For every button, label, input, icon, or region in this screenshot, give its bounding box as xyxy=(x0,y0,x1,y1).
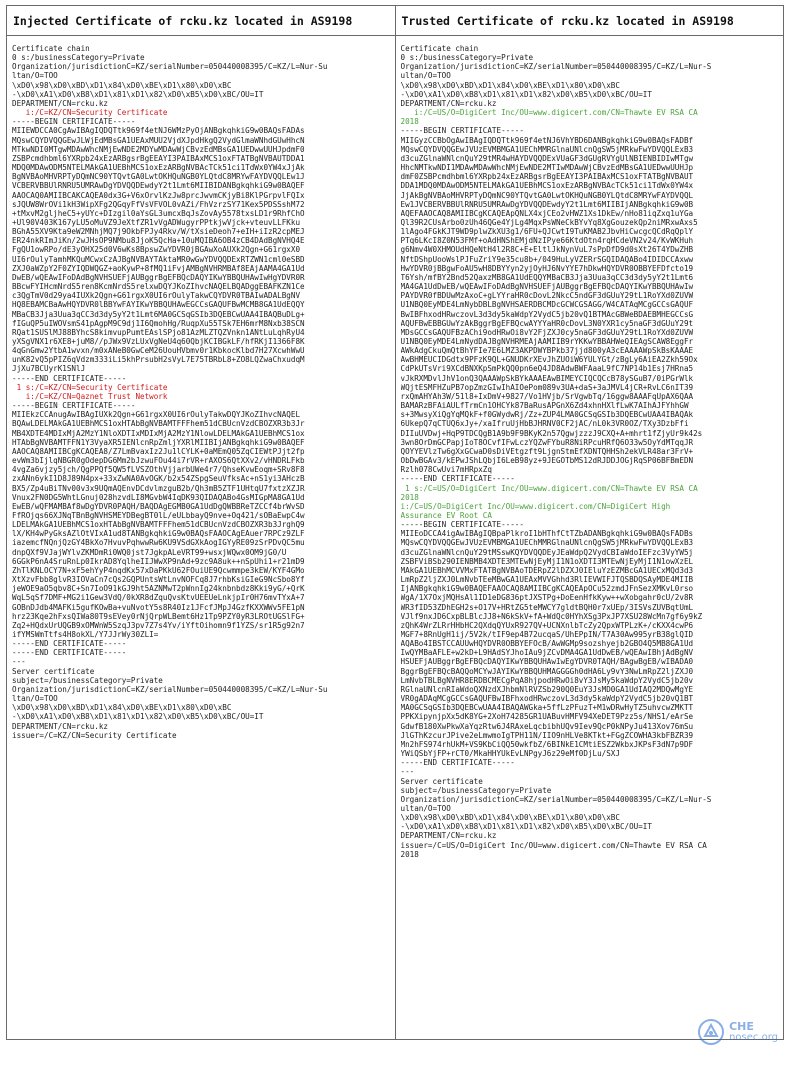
right-column-title: Trusted Certificate of rcku.kz located in AS9198 xyxy=(396,6,784,36)
right-text-line: ObDwBGAv3/kEPwJShLQbjI6LeB98yz+9JEGOTbMS12dRJDDJOGjRqSP06BFBmEDN xyxy=(400,456,694,466)
left-text-line: 4qGnGmw2YtbA1wvxn/m0xANeB0GwCeM26UouHVbmv0r1KbkocKlbd7H27XcwhWwU xyxy=(12,346,305,356)
right-text-line: \xD0\x98\xD0\xBD\xD1\x84\xD0\xBE\xD1\x80\xD0\xBC xyxy=(400,80,620,90)
left-text-line: Organization/jurisdictionC=KZ/serialNumber=050440008395/C=KZ/L=Nur-Su xyxy=(12,62,328,72)
watermark-subtitle: nosec.org xyxy=(729,1032,778,1043)
left-text-line: ifYMSWmTtfs4H8okXL/Y7JJrWy30ZLI= xyxy=(12,630,159,639)
right-column xyxy=(395,6,784,1039)
right-text-line: NftDShpUooWslPJFuZriY9e35cu8b+/049HuLyVZERrSGQIDAQABo4IDIDCCAxww xyxy=(400,254,694,264)
right-certificate-text xyxy=(396,36,784,1039)
left-text-line: FfROjqs66XJNqTBnBgNVHSMEYDBegBT0lL/eULbbayQ9nve+Oq421/sOBaEwpC4w xyxy=(12,510,305,520)
right-text-line: U1NBQ0EyMDE4LmNydDAJBgNVHRMEAjAAMIIB9rYKKwYBBAHWeQIEAgSCAW8EggFr xyxy=(400,337,694,346)
left-text-line: BX5/Zp4uBiTNv00v3x9UQmAQEnvDCdvlmzguB2b/Qh3mB5ZTF1UHtqU7fxtzXZJR xyxy=(12,483,305,493)
right-text-line: MA0GCSqGSIb3DQEBCwUAA4IBAQAWGka+5ffLzPFuzT+M1wDRwHyTZ5uhvcwZMKTT xyxy=(400,703,694,713)
right-text-line: \xD0\x98\xD0\xBD\xD1\x84\xD0\xBE\xD1\x80\xD0\xBC xyxy=(400,813,620,823)
left-text-line: ltan/O=TOO xyxy=(12,71,58,81)
left-text-line: yXSgVNX1r6XE8+juM8//pJWx9VzLUxVgNeU4q60QbjKCIBGkLF/hfRKjI1366F8K xyxy=(12,337,305,346)
left-text-line: -----END CERTIFICATE----- xyxy=(12,639,127,649)
right-text-line: JlGThKzcurJPive2eLmwmoIgTPH11N/IIO9nHLVe8KTkt+FGgZCOWHA3kbFBZR39 xyxy=(400,730,694,740)
left-text-line: -----END CERTIFICATE----- xyxy=(12,373,127,383)
left-text-line: -----BEGIN CERTIFICATE----- xyxy=(12,117,136,127)
right-text-line: QOYYEVlzTw6gXxGCwaD0sDiVEtgzft9LjgnStmEfXDNTQHHSh2ekVLR48ar3FrV+ xyxy=(400,446,694,456)
right-text-line: MIIEoDCCA4igAwIBAgIQBpaPlkroI1bHThfCtTZbADANBgkqhkiG9w0BAQsFADBs xyxy=(400,529,694,539)
left-text-line: Vnux2FN0DG5WhtLGnuj028hzvdLI8MGvbW4IqDK93QIDAQABo4GsMIGpMA8GA1Ud xyxy=(12,492,305,502)
right-text-line: LmRpZ2ljZXJ0LmNvbTEeMBwGA1UEAxMVVGhhd3RlIEVWIFJTQSBDQSAyMDE4MIIB xyxy=(400,575,694,585)
right-text-line: VJlf9nxJD6CxpBLBlcJJ8+N6kSkV+fA+WdQc0HYhXSg3PxJP7XSU28WcMn7gf6y9kZ xyxy=(400,611,703,621)
right-text-line: MQswCQYDVQQGEwJVUzEVMBMGA1UEChMMRGlnaUNlcnQgSW5jMRkwFwYDVQQLExB3 xyxy=(400,144,694,154)
right-text-line: U1NBQ0EyMDE4LmNybDBLBgNVHSAERDBCMDcGCWCGSAGG/W4CATAqMCgGCCsGAQUF xyxy=(400,300,694,310)
comparison-table xyxy=(6,5,784,1040)
right-text-line: BggrBgEFBQcBAQQoMCYwJAYIKwYBBQUHMAGGGGh0dHA6Ly9vY3NwLmRpZ2ljZXJ0 xyxy=(400,666,694,676)
right-text-line: dmF0ZSBPcmdhbml6YXRpb24xEzARBgsrBgEEAYI3PAIBAxMCS1oxFTATBgNVBAUT xyxy=(400,172,694,182)
left-text-line: BGhA55XV9Kta9eW2MNhjMQ7j9OkbFPJy4Rkv/W/tXsieDeoh7+eIH+iIzR2cpMEJ xyxy=(12,227,305,237)
left-text-line: 1 s:/C=KZ/CN=Security Certificate xyxy=(12,382,168,392)
left-text-line: BBcwFYIHcmNrdS5ren8KcmNrdS5relxwDQYJKoZIhvcNAQELBQADggEBAFKZN1Ce xyxy=(12,282,305,292)
left-text-line: ZXJ0aWZpY2F0ZYIQDWQGZ+aoKywP+8fMQ1iFvjAMBgNVHRMBAf8EAjAAMA4GA1Ud xyxy=(12,263,305,273)
right-text-line: 1lAgo4FGkKJT9WD9plwZkXU3g1/6FU+QJCwtI9TuKMAB2JbvHiCwcgcQCdRqQplY xyxy=(400,227,694,237)
left-text-line: +tMxvM2gljheC5+yUYc+DIzgil0aYsGL3umcxBqJsZovAy5578txsLD1r9RhfChO xyxy=(12,208,305,218)
right-text-line: AWkAdgCkuQmQtBhYFIe7E6LMZ3AKPDWYBPkb37jjd800yA3cEAAAAWpSkBsKAAAE xyxy=(400,346,694,356)
left-text-line: -----BEGIN CERTIFICATE----- xyxy=(12,401,136,411)
left-text-line: LDELMAkGA1UEBhMCS1oxHTAbBgNVBAMTFFFhem51dCBUcnVzdCBOZXR3b3JrghQ9 xyxy=(12,520,305,530)
right-text-line: DDA1MDQ0MDAwODM5NTELMAkGA1UEBhMCS1oxEzARBgNVBAcTCk51ci1TdWx0YW4x xyxy=(400,181,694,191)
right-text-line: HSUEFjAUBggrBgEFBQcDAQYIKwYBBQUHAwIwEgYDVR0TAQH/BAgwBgEB/wIBADA0 xyxy=(400,657,694,667)
right-text-line: AQUFBwEBBGUwYzAkBggrBgEFBQcwAYYYaHR0cDovL3N0YXR1cy5naGF3dGUuY29t xyxy=(400,318,694,328)
right-text-line: 2018 xyxy=(400,849,419,859)
left-text-line: AAOCAQ8AMIIBCgKCAQEA8/Z7LmBvaxIz2Ju1lCYLK+0aMEmQ05ZqCIEWtPJjt2fp xyxy=(12,446,305,456)
left-text-line: Certificate chain xyxy=(12,44,90,53)
right-text-line: i:/C=US/O=DigiCert Inc/OU=www.digicert.com/CN=DigiCert High xyxy=(400,501,671,511)
right-text-line: Organization/jurisdictionC=KZ/serialNumber=050440008395/C=KZ/L=Nur-S xyxy=(400,62,712,72)
left-text-line: 6GGkP6nA4SruRnLp0IkrAD8YqlheIIJWwXP9nAd+9zc9A8uk++nSpUhi1+r21mD9 xyxy=(12,556,305,566)
left-text-line: MQswCQYDVQQGEwJLWjEdMBsGA1UEAxMUU2VjdXJpdHkgQ2VydGlmaWNhdGUwHhcN xyxy=(12,135,305,145)
left-text-line: iazemcfNQnjQzGY4BkXo7HvuvPqhwwRw6KU9VSdGXkAogIGYyRE09zSrPDvQC5mu xyxy=(12,538,305,548)
left-text-line: JjXu7BCUyrK1SNlJ xyxy=(12,364,86,374)
watermark xyxy=(697,1018,778,1046)
right-text-line: ultan/O=TOO xyxy=(400,71,451,81)
left-text-line: Server certificate xyxy=(12,666,95,676)
left-certificate-text xyxy=(7,36,395,1039)
left-text-line: ltan/O=TOO xyxy=(12,694,58,704)
right-text-line: DIIuUVDwj+HqP9TDCQgB1A9b9F9BKyK2n57QgwjzzzJ9CXQ+A+mhrt1fZjyUr9k42s xyxy=(400,428,703,438)
right-text-line: YWiQSbYjFP+rCT0/MkaHHYUkEvLNPgyJ6z29eMf0DjLu/SXJ xyxy=(400,749,620,759)
right-text-line: Certificate chain xyxy=(400,44,479,53)
right-text-line: Ql39R2CUsArbo0zUh46QGe4YjLg4MqxPsWNeCkBYvYq8XgGouzekQp2niMRxwAxs5 xyxy=(400,217,698,227)
right-text-line: ultan/O=TOO xyxy=(400,803,451,813)
left-text-line: MB4XDTE4MDIxMjA2MzY1NloXDTIxMDIxMjA2MzY1NlowLDELMAkGA1UEBhMCS1ox xyxy=(12,428,305,438)
right-text-line: WgA/1X7OxjMQHsAl1ID1eDG836ptJXSTPg+DoEenHfkKyw++wXobgahr0cU/2v8R xyxy=(400,593,694,603)
right-text-line: HwYDVR0jBBgwFoAU5wH8DBYYyn2yjOyHJ6NvYYE7hDkwHQYDVR0OBBYEFDfcto19 xyxy=(400,263,694,273)
left-text-line: HQ8EBAMCBaAwHQYDVR0lBBYwFAYIKwYBBQUHAwEGCCsGAQUFBwMCMB8GA1UdEQQY xyxy=(12,300,305,310)
right-text-line: -----END CERTIFICATE----- xyxy=(400,474,515,484)
right-text-line: ZSBFViBSb290IENBMB4XDTE3MTEwNjEyMjI1N1oXDTI3MTEwNjEyMjI1N1owXzEL xyxy=(400,556,694,566)
left-text-line: -\xD0\xA1\xD0\xB8\xD1\x81\xD1\x82\xD0\xB5\xD0\xBC/OU=IT xyxy=(12,712,264,722)
right-text-line: PTq6LKcI8Z0N53FMf+oAdHNShEMjdNzIPye66KtdOtn4rqHCdeVN2v24/KvWKHuh xyxy=(400,236,694,246)
right-text-line: PPKXipynjpXx5dK8YG+2XoH74285GR1UABuvHMFV94XeDET9Pzz5s/NHS1/eArSe xyxy=(400,712,694,722)
right-text-line: s+3MwsyXiQgYqMQkF+f0GWydwRj/Zz+ZUP4LMA0GCSqGSIb3DQEBCwUAA4IBAQAk xyxy=(400,410,694,420)
left-text-line: HTAbBgNVBAMTFFN1Y3VyaXR5IENlcnRpZmljYXRlMIIBIjANBgkqhkiG9w0BAQEF xyxy=(12,437,305,447)
left-text-line: i:/C=KZ/CN=Qaznet Trust Network xyxy=(12,391,168,401)
right-text-line: -----BEGIN CERTIFICATE----- xyxy=(400,520,524,530)
right-text-line: -\xD0\xA1\xD0\xB8\xD1\x81\xD1\x82\xD0\xB5\xD0\xBC/OU=IT xyxy=(400,822,652,832)
right-text-line: g6Nmv4W0XHMOUdHQeNtH4l2R8C+E+EltlJkNynVuL7sPpDfD9d0sXt26T4YDwZHB xyxy=(400,245,694,255)
right-text-line: zQhK4WrZLRrHHbHC2QXdqQYUxR927QV+UCNXnlbTcZy2QpxWTPLzK+/cKXX4cwP6 xyxy=(400,620,694,630)
right-text-line: GdwfB180XwPkwXaYqzRtw6J4RAxeLqcbibhUQv9Iev9QcP0kNPyJu413Xov76mSu xyxy=(400,721,694,731)
right-text-line: BwIBFhxodHRwczovL3d3dy5kaWdpY2VydC5jb20vQ1BTMAcGBWeBDAEBMHEGCCsG xyxy=(400,309,694,319)
left-text-line: lX/KH4wPyGksAZlOtVIxA1ud8TANBgkqhkiG9w0BAQsFAAOCAgEAuer7RPCz9ZLF xyxy=(12,529,305,539)
right-text-line: AQABo4IBSTCCAUUwHQYDVR0OBBYEFOcB/AwWGMp9sozshyejb2GBO4Q5MB8GA1Ud xyxy=(400,639,694,649)
right-text-line: WR3fID53ZDhEGH2s+O17V+HRtZG5teMWCY7gldtBQH0r7xUEp/3ISVsZUVBqtUmL xyxy=(400,602,694,612)
left-text-line: evWm3bIjlqNBGR0gOdepDG6Mm2bJzwuFOu44i7rVR+rAXOS6QtXXv2/vHNDRLFkb xyxy=(12,456,305,466)
left-text-line: MBaCB3Jja3Uua3qCC3d3dy5yY2t1Lmt6MA0GCSqGSIb3DQEBCwUAA4IBAQBuDLg+ xyxy=(12,309,305,319)
right-text-line: MIIGyzCCBbOgAwIBAgIQDQTtk969f4etNJ6VhYBD6DANBgkqhkiG9w0BAQsFADBf xyxy=(400,135,694,145)
right-text-line: CdPkUTsVri9XCdBNXKpSmPkQQ0pn6eQ4JD8AdwBWFAaaL9fC7NP14b1Esj7HRna5 xyxy=(400,364,694,374)
right-text-line: PAYDVR0fBDUwMzAxoC+gLYYraHR0cDovL2NkcC5ndGF3dGUuY29tL1RoYXd0ZUVW xyxy=(400,291,694,301)
left-text-line: \xD0\x98\xD0\xBD\xD1\x84\xD0\xBE\xD1\x80\xD0\xBC xyxy=(12,80,232,90)
right-text-line: Organization/jurisdictionC=KZ/serialNumber=050440008395/C=KZ/L=Nur-S xyxy=(400,794,712,804)
right-text-line: MA4GA1UdDwEB/wQEAwIFoDAdBgNVHSUEFjAUBggrBgEFBQcDAQYIKwYBBQUHAwIw xyxy=(400,282,694,292)
right-text-line: DEPARTMENT/CN=rcku.kz xyxy=(400,98,497,108)
left-text-line: dnpQXf9VJajWYlvZKMDmRi0WQ0jst7JgkpALeVRT99+wsxjWQwx0OM9jG0/U xyxy=(12,547,287,557)
left-text-line: Zq2+HQdxUrUQGB9xOMWnW5SzqJ3pv7Z7s4Yv/iYftOihomn9f1YZS/sr1R5g92n7 xyxy=(12,620,305,630)
left-text-line: jeWOE9aO5qbv8C+Sn7IoO91kGJ9ht5AZNMwT2pWnnIg24knbnbdz8Kki9yG/+QrK xyxy=(12,584,305,594)
left-text-line: ZSBPcmdhbml6YXRpb24xEzARBgsrBgEEAYI3PAIBAxMCS1oxFTATBgNVBAUTDDA1 xyxy=(12,153,305,163)
left-text-line: WqL5qSf7DMF+MG2i1Gew3VdQ/0kXR8dZquQvsKtvUEEUeLnkjpIr0H76mvTYxA+7 xyxy=(12,593,305,603)
right-text-line: T6Ysh/mfBY2Bnd52QaxzMB8GA1UdEQQYMBaCB3Jja3Uua3qCC3d3dy5yY2t1Lmt6 xyxy=(400,272,694,282)
watermark-logo-icon xyxy=(697,1018,725,1046)
left-text-line: UI6rOulyTamhMKQuMCwxCzAJBgNVBAYTAktaMR0wGwYDVQQDExRTZWN1cml0eSBD xyxy=(12,254,305,264)
left-text-line: XtXzvFbb8glvR3IOVaCn7cQs2GQPUntsWtLnvNOFCq8J7rhbKsiGIeG9NcSbo8Yf xyxy=(12,575,305,585)
right-text-line: Rzlh078CwUvi7mHRpxZq xyxy=(400,465,492,475)
left-text-line: --- xyxy=(12,657,26,667)
right-text-line: WQjtESMFHZuPB7opZmzGIwIhAIOePom089v3UA+daS+3aJMVL4jCR+RvLC6nIT39 xyxy=(400,382,694,392)
right-text-line: 3wn8OrDmGCPapjIoT8OCvfIFwLczYQZwFYbuR8NiRPcuHRfQ6O33w5OyYdMTqqJR xyxy=(400,437,694,447)
right-text-line: d3cuZGlnaWNlcnQuY29tMSswKQYDVQQDEyJEaWdpQ2VydCBIaWdoIEFzc3VyYW5j xyxy=(400,547,694,557)
right-text-line: JjAkBgNVBAoMHVRPTyDQmNC90YTQvtGA0LwtOKHQuNGB0YLQtdC8MRYwFAYDVQQL xyxy=(400,190,694,200)
left-column-title: Injected Certificate of rcku.kz located in AS9198 xyxy=(7,6,395,36)
watermark-title: CHE xyxy=(729,1020,754,1033)
left-text-line: 4vgZa6vjzy5jch/QgPPQf5QW5fLVSZOthVjjarbUWe4r7/QhseKvwEoqm+SRv8F8 xyxy=(12,465,305,475)
left-text-line: GOBnDJdb4MAFKi5gufKOwBa+vuNvotY5s8R40Iz1JFcfJMpJ4GzfKXXWWv5FE1pN xyxy=(12,602,305,612)
right-text-line: DEPARTMENT/CN=rcku.kz xyxy=(400,831,497,841)
right-text-line: IjANBgkqhkiG9w0BAQEFAAOCAQ8AMIIBCgKCAQEApOCu52zmdJFnSezXMKvL0rso xyxy=(400,584,694,594)
right-text-line: rxQmAHYAh3W/51l8+IxDmV+9827/Vo1HVjb/SrVgwbTq/16ggw8AAAFqUpAX6QAA xyxy=(400,391,694,401)
right-text-line: HhcNMTkwNDI1MDAwMDAwWhcNMjEwNDE2MTIwMDAwWjCBvzEdMBsGA1UEDwwUUHJp xyxy=(400,163,694,173)
right-text-line: issuer=/C=US/O=DigiCert Inc/OU=www.digicert.com/CN=Thawte EV RSA CA xyxy=(400,840,707,850)
right-text-line: 2018 xyxy=(400,117,419,127)
left-text-line: issuer=/C=KZ/CN=Security Certificate xyxy=(12,730,177,740)
left-text-line: BQAwLDELMAkGA1UEBhMCS1oxHTAbBgNVBAMTFFFhem51dCBUcnVzdCBOZXR3b3Jr xyxy=(12,419,305,429)
left-text-line: DwEB/wQEAwIFoDAdBgNVHSUEFjAUBggrBgEFBQcDAQYIKwYBBQUHAwIwHgYDVR0R xyxy=(12,272,305,282)
left-text-line: MDQ0MDAwODM5NTELMAkGA1UEBhMCS1oxEzARBgNVBAcTCk51ci1TdWx0YW4xJjAk xyxy=(12,163,305,173)
right-text-line: -----BEGIN CERTIFICATE----- xyxy=(400,126,524,136)
left-text-line: -\xD0\xA1\xD0\xB8\xD1\x81\xD1\x82\xD0\xB5\xD0\xBC/OU=IT xyxy=(12,89,264,99)
left-text-line: DEPARTMENT/CN=rcku.kz xyxy=(12,98,109,108)
right-text-line: -----END CERTIFICATE----- xyxy=(400,758,515,768)
right-text-line: -\xD0\xA1\xD0\xB8\xD1\x81\xD1\x82\xD0\xB5\xD0\xBC/OU=IT xyxy=(400,89,652,99)
right-text-line: LmNvbTBLBgNVHR8ERDBCMECgPqA8hjpodHRwOi8vY3JsMy5kaWdpY2VydC5jb20v xyxy=(400,675,694,685)
right-text-line: 1 s:/C=US/O=DigiCert Inc/OU=www.digicert.com/CN=Thawte EV RSA CA xyxy=(400,483,698,493)
left-text-line: BgNVBAoMHVRPTyDQmNC90YTQvtGA0LwtOKHQuNGB0YLQtdC8MRYwFAYDVQQLEw1J xyxy=(12,172,305,182)
right-text-line: Assurance EV Root CA xyxy=(400,510,492,520)
right-text-line: Ew1JVCBERVBBUlRNRU5UMRAwDgYDVQQDEwdyY2t1Lmt6MIIBIjANBgkqhkiG9w0B xyxy=(400,199,694,209)
right-text-line: MQswCQYDVQQGEwJVUzEVMBMGA1UEChMMRGlnaUNlcnQgSW5jMRkwFwYDVQQLExB3 xyxy=(400,538,694,548)
left-text-line: \xD0\x98\xD0\xBD\xD1\x84\xD0\xBE\xD1\x80\xD0\xBC xyxy=(12,703,232,713)
right-text-line: i:/C=US/O=DigiCert Inc/OU=www.digicert.com/CN=Thawte EV RSA CA xyxy=(400,108,698,118)
right-text-line: subject=/businessCategory=Private xyxy=(400,785,552,795)
left-text-line: ZhTlKNLOCY7N+xF5ehYyP4nqdKx57xDaPKkU62FOuiUE9Qcwmmpe3kEW/KYF4GMo xyxy=(12,565,305,575)
left-text-line: MIIEWDCCA0CgAwIBAgIQDQTtk969f4etNJ6WMzPyOjANBgkqhkiG9w0BAQsFADAs xyxy=(12,126,305,136)
left-text-line: EwEB/wQFMAMBAf8wDgYDVR0PAQH/BAQDAgEGMB0GA1UdDgQWBBReTZCCf4brWvSD xyxy=(12,501,305,511)
right-text-line: d3cuZGlnaWNlcnQuY29tMR4wHAYDVQQDExVUaGF3dGUgRVYgUlNBIENBIDIwMTgw xyxy=(400,153,694,163)
right-text-line: VR0gADAqMCgGCCsGAQUFBwIBFhxodHRwczovL3d3dy5kaWdpY2VydC5jb20vQ1BT xyxy=(400,694,694,704)
right-text-line: 2018 xyxy=(400,492,419,502)
left-text-line: -----END CERTIFICATE----- xyxy=(12,648,127,658)
left-text-line: VCBERVBBUlRNRU5UMRAwDgYDVQQDEwdyY2t1Lmt6MIIBIDANBgkqhkiG9w0BAQEF xyxy=(12,181,305,191)
right-text-line: 0 s:/businessCategory=Private xyxy=(400,53,534,63)
right-text-line: MGF7+8RnUgH1ij/5V2k/tIF9ep4B72ucqaS/UhEPpIN/T7A30Aw995yrB38glQID xyxy=(400,630,694,639)
right-text-line: MAkGA1UEBhMCVVMxFTATBgNVBAoTDERpZ2lDZXJ0IEluYzEZMBcGA1UECxMQd3d3 xyxy=(400,565,694,575)
right-text-line: IwQYMBaAFLE+w2kD+L9HAdSYJhoIAu9jZCvDMA4GA1UdDwEB/wQEAwIBhjAdBgNV xyxy=(400,648,694,658)
right-text-line: Mn2hFS974rhUkM+VS9KbCiQQ50wkfbZ/6BINkE1CMtiESZ2WkbxJKPsF3dN7p9DF xyxy=(400,739,694,749)
right-text-line: vJkRXMDvlJhV1onQ3QAAAWpSkBYkAAAEAwBIMEYCIQCQCcB78ySGuB7/0iPGrWlk xyxy=(400,373,694,383)
left-text-line: DEPARTMENT/CN=rcku.kz xyxy=(12,721,109,731)
left-text-line: ER24nkRImJiKn/2wJHsOP9NMbu8JjoK5QcHa+10uMQIBA6OB4zCB4DAdBgNVHQ4E xyxy=(12,236,305,246)
left-text-line: zxANn6ykI1D8J89N4px+33xZwNA0AvOGK/b2x54ZSpgSeuVfksAc+nS1yi3AHczB xyxy=(12,474,305,484)
right-text-line: BAMARzBFAiAULfTrmCn1OHCYk87BaRusAPGnX6Zd4xhnHXlfLwK7AIhAJFYhhGW xyxy=(400,401,689,411)
left-text-line: unK82vQ5pPIZ6qVdzm333iLi5khPrsubH2sVyL7E75TBRbL8+ZO8LQZwaChxudqM xyxy=(12,355,305,365)
right-text-line: MDsGCCsGAQUFBzAChi9odHRwOi8vY2FjZXJ0cy5naGF3dGUuY29tL1RoYXd0ZUVW xyxy=(400,327,694,337)
left-text-line: AAOCAQ0AMIIBCAKCAQEA0dx3G+V6xOrvlKzJw8prcJwvmCKjyBi8KlPGrpvlFQIx xyxy=(12,190,305,200)
left-text-line: MTkwNDI0MTgwMDAwWhcNMjEwNDE2MDYwMDAwWjCBvzEdMBsGA1UEDwwUUHJpdmF0 xyxy=(12,144,305,154)
left-text-line: RQat1SUSlMJ88BYhcS8kimvupPumtEAslSPjo81AzMLZTQZVnkn1ANtLuLqhRyU4 xyxy=(12,327,305,337)
right-text-line: AQEFAAOCAQ8AMIIBCgKCAQEApQNLX4xjCEo2vHWZ1Xs1DkEw/nHo81iqZxq1uYGa xyxy=(400,208,694,218)
left-text-line: hrz23Kqe2hFxsQIWa80T9sEVey0rNjQrpWLBemt6Hz1Tp9PZY0yR3LROtUGSlFG+ xyxy=(12,611,305,621)
left-text-line: fIGuQP5uIWOVsmS41pAgpM9C9dj1I6QmohHg/RuqpXu55TSk7EH6mrM8Nxb38SCN xyxy=(12,318,305,328)
left-text-line: MIIEkzCCAnugAwIBAgIUXk2Qgn+G61rgxX0UI6rOulyTakwDQYJKoZIhvcNAQEL xyxy=(12,410,301,420)
left-text-line: +Ul90V403K167yLU5oMuVZ9JeXtfZR1vVgADWugyrPPtkjwVjck+vteuvLLFKku xyxy=(12,217,301,227)
right-text-line: AwBHMEUCIDGdtx9PFzK9QL+GNUDKrXEvJhZUOiW6YULYGt/zBgLy6AiEA2Zkh59Ox xyxy=(400,355,698,365)
right-text-line: 6UkepQ7qCTUQ6xJy+/xaIfruUjHbBJHRNV0CF2jAC/nL0k3VR0OZ/TXy3DzbFfi xyxy=(400,419,689,429)
right-text-line: RGlnaUNlcnRIaWdoQXNzdXJhbmNlRVZSb290Q0EuY3JsMD0GA1UdIAQ2MDQwMgYE xyxy=(400,684,694,694)
left-column xyxy=(7,6,395,1039)
left-text-line: 0 s:/businessCategory=Private xyxy=(12,53,145,63)
left-text-line: sJQUW8WrOVi1kH3WipXFg2QGqyFfVsVFVOL0vAZi/FhVzrzSY71Kex5PDSSshM72 xyxy=(12,199,305,209)
right-text-line: --- xyxy=(400,767,415,777)
left-text-line: subject=/businessCategory=Private xyxy=(12,675,163,685)
left-text-line: FgQU1owRPo/dE3yOHX25d0V6wKs8BpswZwYDVR0jBGAwXoAUXk2Qgn+G61rgxX0 xyxy=(12,245,301,255)
right-text-line: Server certificate xyxy=(400,776,483,786)
left-text-line: i:/C=KZ/CN=Security Certificate xyxy=(12,108,168,118)
left-text-line: Organization/jurisdictionC=KZ/serialNumber=050440008395/C=KZ/L=Nur-Su xyxy=(12,684,328,694)
left-text-line: c3QgTmV0d29ya4IUXk2Qgn+G61rgxX0UI6rOulyTakwCQYDVR0TBAIwADALBgNV xyxy=(12,291,301,301)
